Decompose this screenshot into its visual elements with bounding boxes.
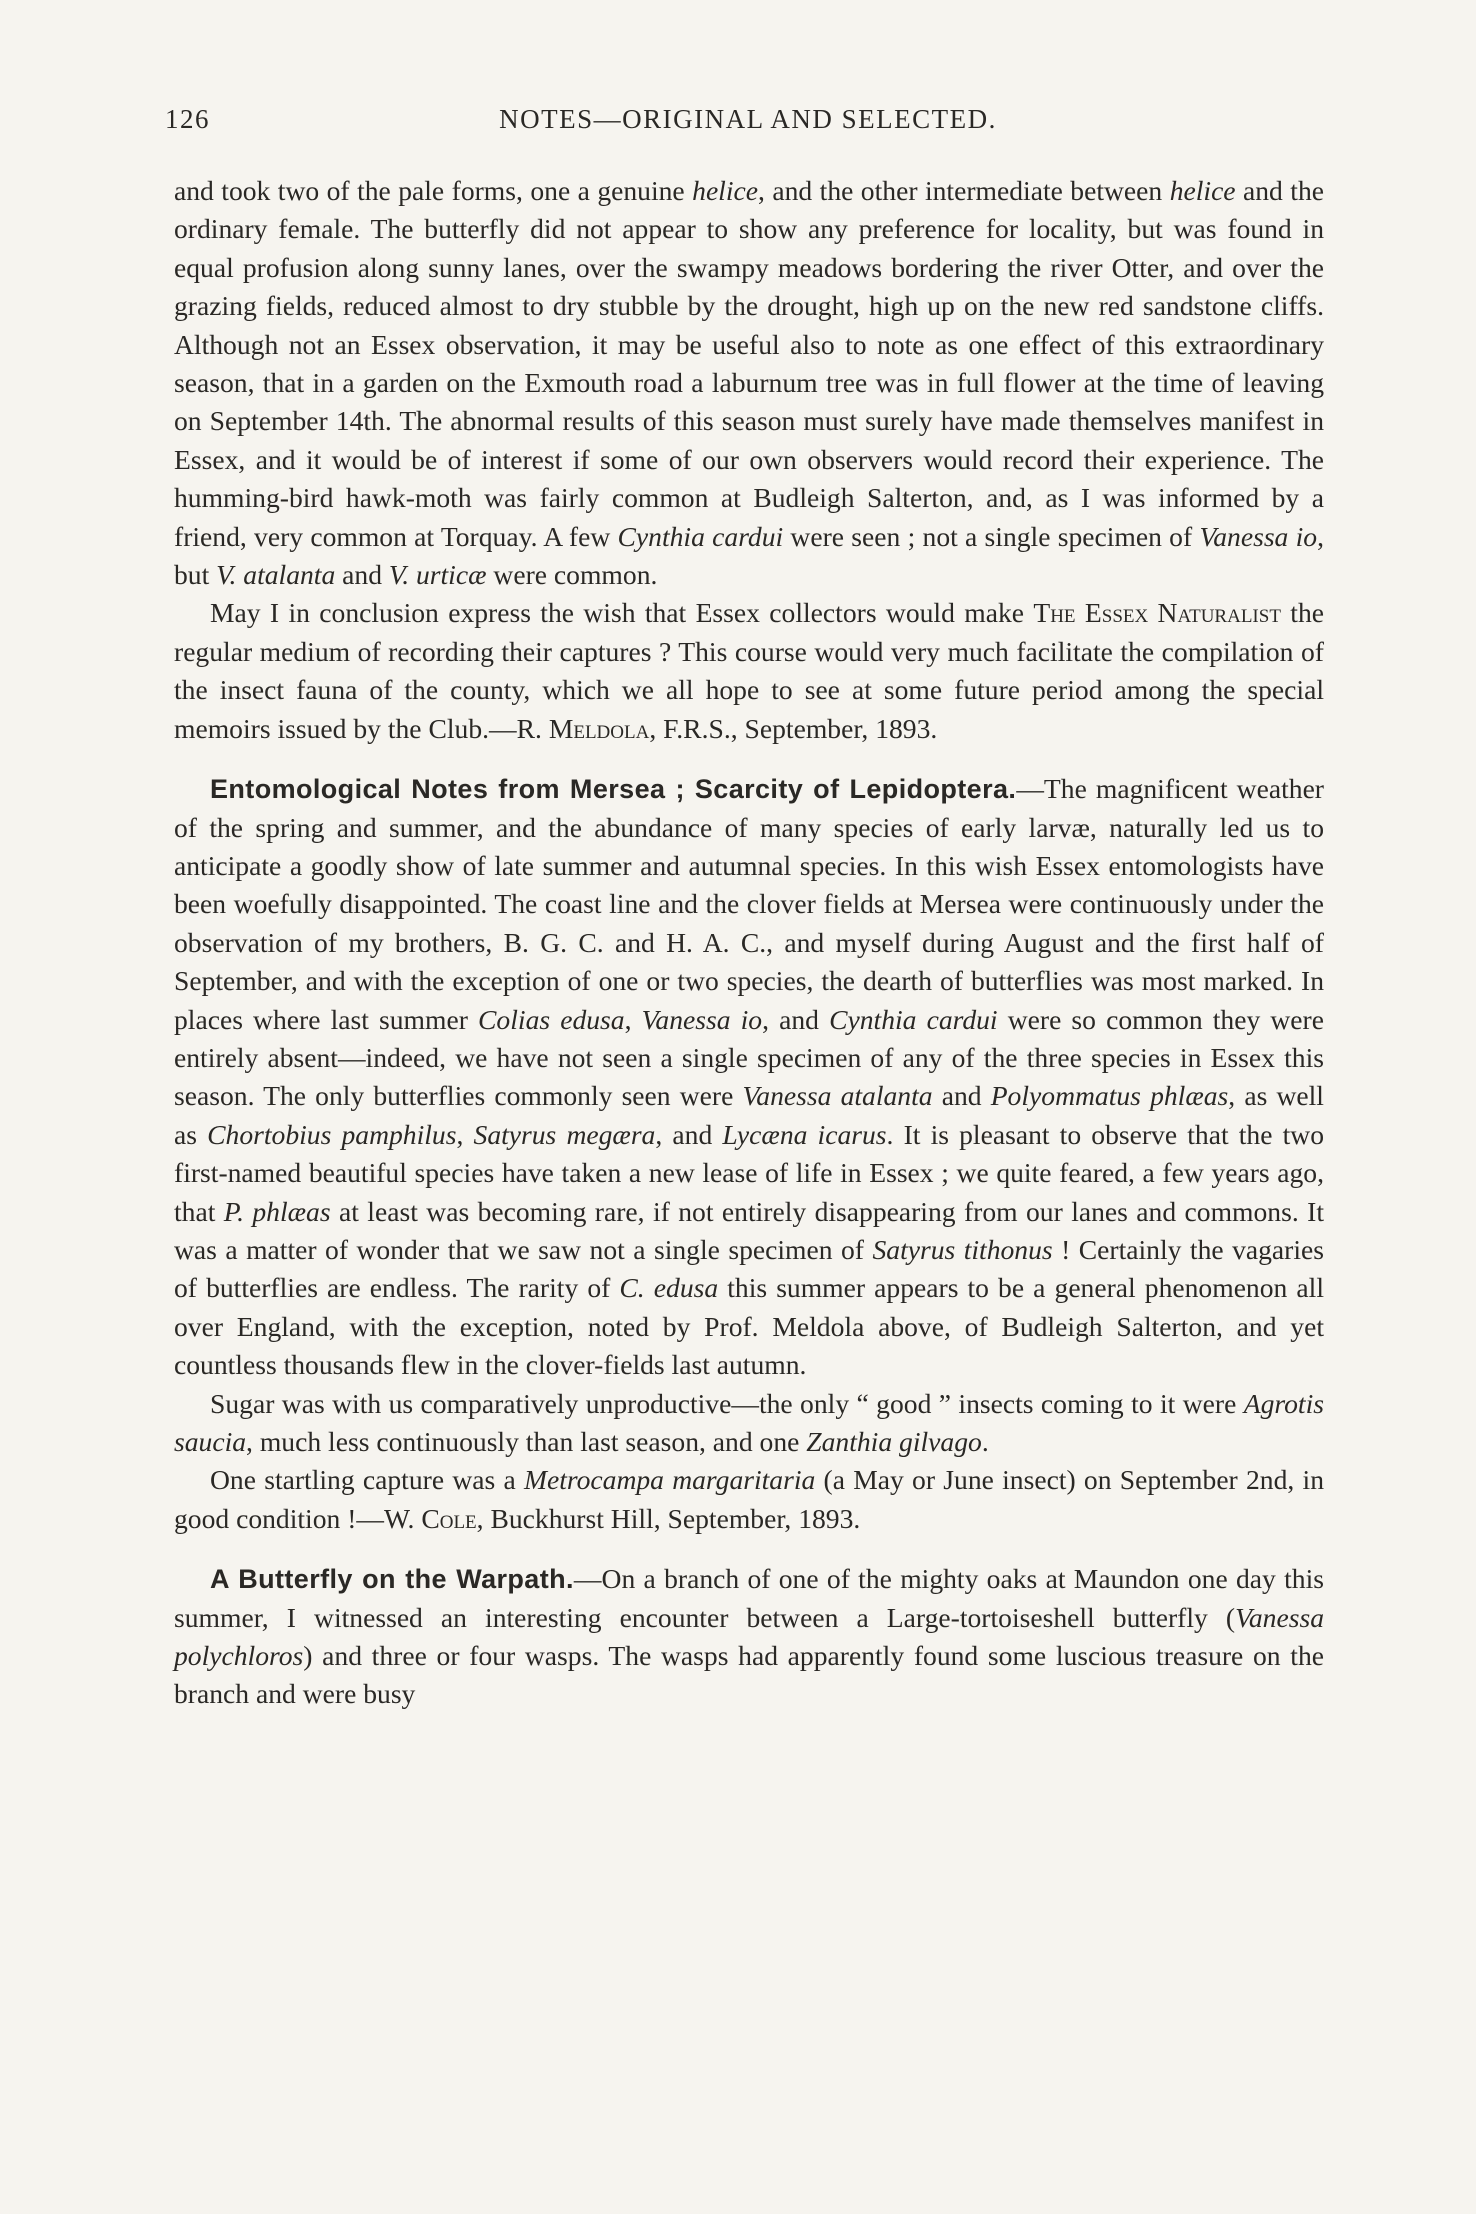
species-name: V. urticæ [388,559,487,591]
species-name: Polyommatus phlæas [990,1080,1229,1112]
running-title: NOTES—ORIGINAL AND SELECTED. [499,104,997,134]
species-name: Satyrus megæra [473,1118,656,1150]
running-header [165,104,1331,144]
paragraph-helice: and took two of the pale forms, one a genuine helice, and the other intermediate between helice and the ordinary female. The butterfly did not appear to show any preference for locality, but was found in equal profusion along sunny lanes, over the swampy meadows bordering the river Otter, and over the grazing fields, reduced almost to dry stubble by the drought, high up on the new red sandstone cliffs. Although not an Essex observation, it may be useful also to note as one effect of this extraordinary season, that in a garden on the Exmouth road a laburnum tree was in full flower at the time of leaving on September 14th. The abnormal results of this season must surely have made themselves manifest in Essex, and it would be of interest if some of our own observers would record their experience. The humming-bird hawk-moth was fairly common at Budleigh Salterton, and, as I was informed by a friend, very common at Torquay. A few Cynthia cardui were seen ; not a single specimen of Vanessa io, but V. atalanta and V. urticæ were common. [174,175,1325,591]
species-name: helice [692,175,759,206]
species-name: Metrocampa margaritaria [523,1464,816,1496]
paragraph-sugar: Sugar was with us comparatively unproductive—the only “ good ” insects coming to it were Agrotis saucia, much less continuously than last season, and one Zanthia gilvago. [174,1387,1324,1457]
species-name: Colias edusa [478,1003,625,1035]
author-name: Meldola [548,712,650,744]
species-name: helice [1169,175,1236,206]
species-name: Agrotis saucia [174,1387,1324,1457]
section-heading: A Butterfly on the Warpath. [210,1564,574,1595]
species-name: P. phlæas [223,1195,331,1227]
species-name: V. atalanta [216,559,336,591]
species-name: Vanessa io [1199,520,1318,552]
species-name: Zanthia gilvago [806,1426,982,1457]
species-name: Vanessa io [641,1003,763,1035]
species-name: Satyrus tithonus [872,1233,1053,1265]
paragraph-capture: One startling capture was a Metrocampa margaritaria (a May or June insect) on September 2nd, in good condition !—W. Cole, Buckhurst Hill, September, 1893. [174,1464,1324,1534]
author-name: Cole [421,1502,477,1534]
section-heading: Entomological Notes from Mersea ; Scarcity of Lepidoptera. [210,774,1017,805]
journal-name: The Essex Naturalist [1033,597,1281,629]
article-body [174,172,1324,1714]
species-name: Vanessa atalanta [742,1080,933,1112]
species-name: Lycæna icarus [722,1118,887,1150]
paragraph-conclusion: May I in conclusion express the wish that Essex collectors would make The Essex Naturalist the regular medium of recording their captures ? This course would very much facilitate the compilation of the insect fauna of the county, which we all hope to see at some future period among the special memoirs issued by the Club.—R. Meldola, F.R.S., September, 1893. [174,597,1324,744]
species-name: Cynthia cardui [617,520,784,552]
section-entomological-notes: Entomological Notes from Mersea ; Scarcity of Lepidoptera.—The magnificent weather of the spring and summer, and the abundance of many species of early larvæ, naturally led us to anticipate a goodly show of late summer and autumnal species. In this wish Essex entomologists have been woefully disappointed. The coast line and the clover fields at Mersea were continuously under the observation of my brothers, B. G. C. and H. A. C., and myself during August and the first half of September, and with the exception of one or two species, the dearth of butterflies was most marked. In places where last summer Colias edusa, Vanessa io, and Cynthia cardui were so common they were entirely absent—indeed, we have not seen a single specimen of any of the three species in Essex this season. The only butterflies commonly seen were Vanessa atalanta and Polyommatus phlæas, as well as Chortobius pamphilus, Satyrus megæra, and Lycæna icarus. It is pleasant to observe that the two first-named beautiful species have taken a new lease of life in Essex ; we quite feared, a few years ago, that P. phlæas at least was becoming rare, if not entirely disappearing from our lanes and commons. It was a matter of wonder that we saw not a single specimen of Satyrus tithonus ! Certainly the vagaries of butterflies are endless. The rarity of C. edusa this summer appears to be a general phenomenon all over England, with the exception, noted by Prof. Meldola above, of Budleigh Salterton, and yet countless thousands flew in the clover-fields last autumn. [174,773,1325,1381]
species-name: Chortobius pamphilus [207,1118,457,1150]
species-name: Cynthia cardui [829,1003,998,1035]
page-number: 126 [165,104,210,134]
species-name: Vanessa polychloros [174,1601,1324,1672]
species-name: C. edusa [619,1272,719,1304]
section-butterfly-warpath: A Butterfly on the Warpath.—On a branch of one of the mighty oaks at Maundon one day this summer, I witnessed an interesting encounter between a Large-tortoiseshell butterfly (Vanessa polychloros) and three or four wasps. The wasps had apparently found some luscious treasure on the branch and were busy [174,1563,1325,1710]
